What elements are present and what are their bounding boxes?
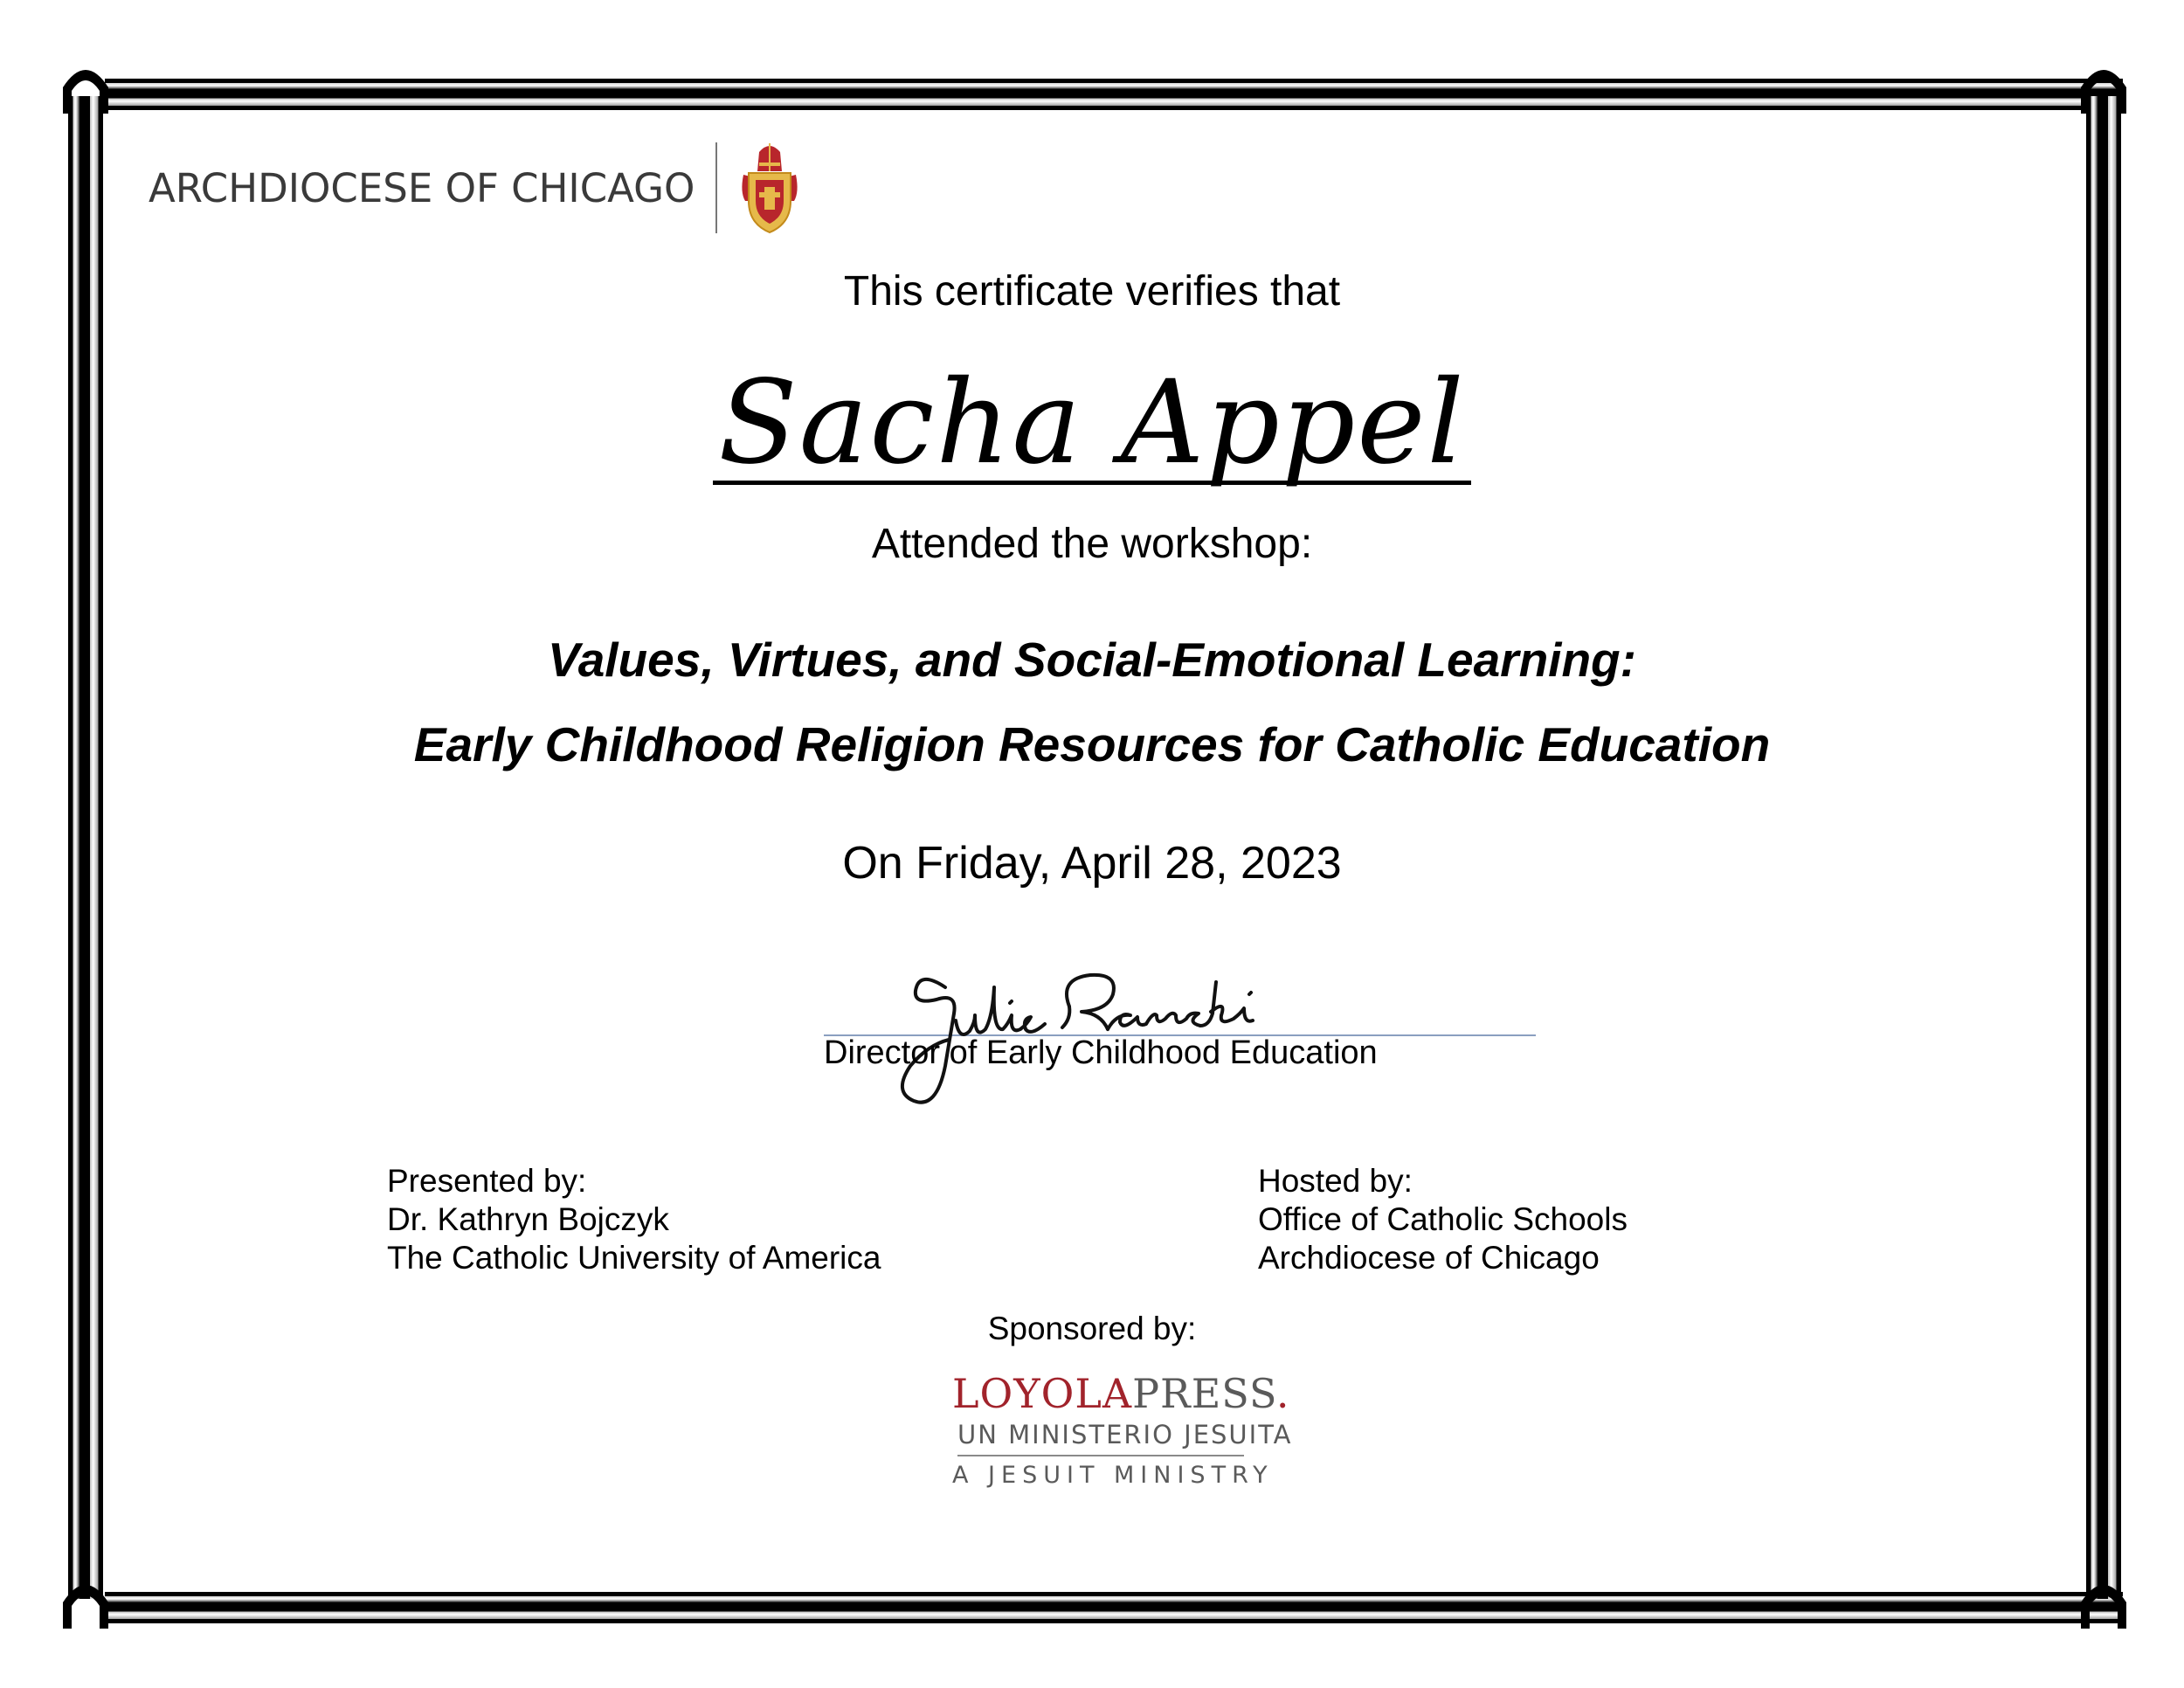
workshop-title-line2: Early Childhood Religion Resources for Catholic Education (413, 717, 1771, 771)
workshop-date: On Friday, April 28, 2023 (842, 838, 1342, 889)
presented-by-block (387, 1162, 881, 1277)
presenter-name: Dr. Kathryn Bojczyk (387, 1201, 669, 1237)
archdiocese-crest-icon (736, 140, 803, 236)
host-office: Office of Catholic Schools (1258, 1201, 1628, 1237)
organization-name: ARCHDIOCESE OF CHICAGO (149, 164, 695, 211)
logo-divider (715, 142, 717, 233)
hosted-by-block (1258, 1162, 1628, 1277)
loyola-press-wordmark (952, 1370, 1290, 1417)
sponsored-by-label: Sponsored by: (987, 1311, 1197, 1346)
press-word: PRESS (1132, 1370, 1276, 1417)
loyola-press-logo (952, 1370, 1293, 1489)
loyola-word: LOYOLA (952, 1370, 1133, 1417)
tagline-spanish: UN MINISTERIO JESUITA (957, 1420, 1244, 1456)
verifies-text: This certificate verifies that (843, 268, 1341, 315)
workshop-title-line1: Values, Virtues, and Social-Emotional Learning: (548, 633, 1636, 687)
presenter-institution: The Catholic University of America (387, 1240, 881, 1276)
tagline-english: A JESUIT MINISTRY (952, 1461, 1274, 1489)
host-organization: Archdiocese of Chicago (1258, 1240, 1600, 1276)
attended-text: Attended the workshop: (871, 521, 1313, 567)
recipient-name: Sacha Appel (713, 365, 1470, 485)
presented-by-label: Presented by: (387, 1163, 587, 1199)
press-dot: . (1275, 1370, 1290, 1417)
archdiocese-logo (149, 140, 803, 236)
recipient-name-block (0, 356, 2184, 490)
hosted-by-label: Hosted by: (1258, 1163, 1413, 1199)
signature-title: Director of Early Childhood Education (824, 1034, 1378, 1071)
